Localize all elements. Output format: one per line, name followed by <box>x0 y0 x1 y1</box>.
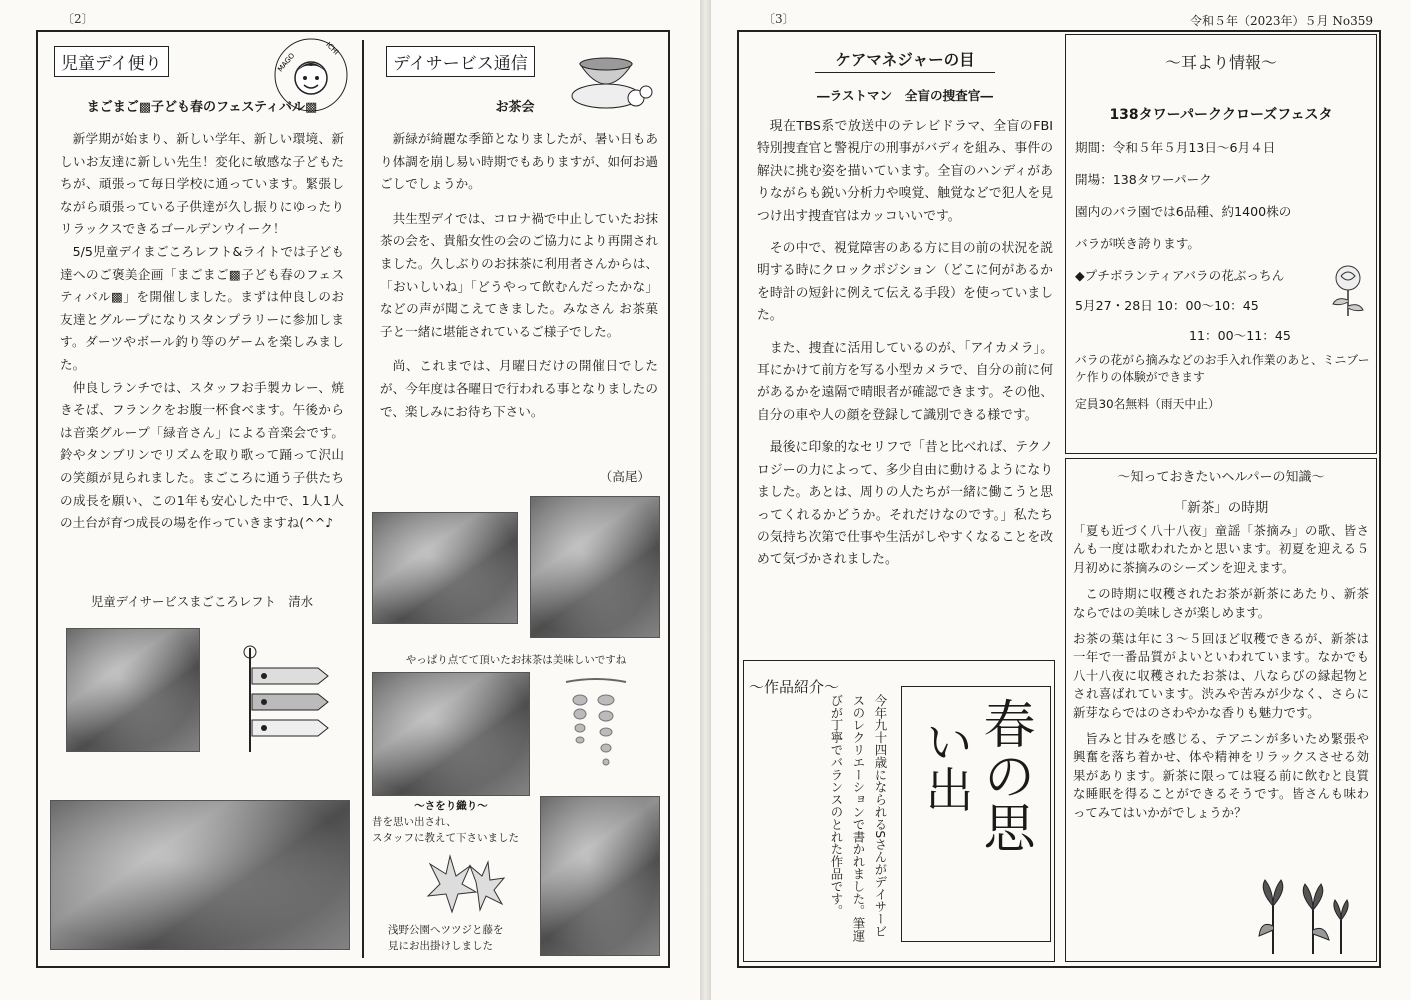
kids-paragraph: 新学期が始まり、新しい学年、新しい環境、新しいお友達に新しい先生！変化に敏感な子どもたちが、頑張って毎日学校に通っています。緊張しながら頑張っている子供達が久し振りにゆったりリラックスできるゴールデンウイーク！ <box>60 131 344 237</box>
park-caption <box>388 922 548 954</box>
helper-paragraph: お茶の葉は年に３～５回ほど収穫できるが、新茶は一年で一番品質がよいといわれています。なかでも八十八夜に収穫されたお茶は、八ならびの縁起物とされ喜ばれています。渋みや苦みが少なく、さらに新芽ならではのさわやかな香りも魅力です。 <box>1073 631 1369 720</box>
helper-body <box>1073 522 1369 822</box>
day-title: デイサービス通信 <box>386 46 535 77</box>
news-rose-2: バラが咲き誇ります。 <box>1075 236 1200 251</box>
helper-paragraph: 旨みと甘みを感じる、テアニンが多いため緊張や興奮を落ち着かせ、体や精神をリラックスさせる効果があります。新茶に限っては寝る前に飲むと良質な睡眠を得ることができるそうです。皆さんも味わってみてはいかがでしょうか？ <box>1073 731 1369 820</box>
tea-caption: やっぱり点てて頂いたお抹茶は美味しいですね <box>405 654 627 666</box>
care-paragraph: その中で、視覚障害のある方に目の前の状況を説明する時にクロックポジション（どこに何があるかを時計の短針に例えて伝える手段）を使っていました。 <box>757 241 1053 324</box>
tea-ceremony-photo-1 <box>372 512 518 624</box>
news-period: 期間：令和５年５月13日～6月４日 <box>1075 140 1276 155</box>
care-paragraph: 最後に印象的なセリフで「昔と比べれば、テクノロジーの力によって、多少自由に動けるようになりました。あとは、周りの人たちが一緒に働こうと思ってくれるかどうか。それだけなのです。」私たちの気持ち次第で仕事や生活がしやすくなることを改めて気づかされました。 <box>757 440 1053 568</box>
care-paragraph: また、捜査に活用しているのが、「アイカメラ」。耳にかけて前方を写る小型カメラで、自分の前に何があるかを遠隔で晴眼者が確認できます。その他、自分の車や人の顔を登録して識別できる様です。 <box>757 340 1053 423</box>
calligraphy-col-1: 春の思 <box>974 697 1034 853</box>
care-body <box>757 116 1053 572</box>
gutter <box>700 0 711 1000</box>
day-paragraph: 新緑が綺麗な季節となりましたが、暑い日もあり体調を崩し易い時期でもありますが、如何お過ごしでしょうか。 <box>380 131 658 192</box>
tea-ceremony-photo-2 <box>530 496 660 638</box>
helper-paragraph: この時期に収穫されたお茶が新茶にあたり、新茶ならではの美味しさが楽しめます。 <box>1073 586 1369 620</box>
news-rose-1: 園内のバラ園では6品種、約1400株の <box>1075 204 1292 219</box>
day-section <box>386 46 535 77</box>
column-divider <box>362 40 364 958</box>
news-time-1: 5月27・28日 10：00～10：45 <box>1075 298 1259 313</box>
care-subtitle: ―ラストマン 全盲の捜査官― <box>817 88 993 103</box>
festival-photo <box>66 628 200 752</box>
news-desc-1: バラの花がら摘みなどのお手入れ作業のあと、ミニブーケ作りの体験ができます <box>1075 353 1370 384</box>
caption-line: 浅野公園へツツジと藤を <box>388 924 504 936</box>
care-title: ケアマネジャーの目 <box>815 48 994 73</box>
day-paragraph: 尚、これまでは、月曜日だけの開催日でしたが、今年度は各曜日で行われる事となりましたので、楽しみにお待ち下さい。 <box>380 358 658 419</box>
kids-paragraph: 仲良しランチでは、スタッフお手製カレー、焼きそば、フランクをお腹一杯食べます。午後からは音楽グループ「緑音さん」による音楽会です。鈴やタンブリンでリズムを取り歌って踊って沢山の笑顔が見られました。まごころに通う子供たちの成長を願い、この1年も安心した中で、1人1人の土台が育つ成長の場を作っていきますね(^^♪ <box>60 379 344 531</box>
helper-paragraph: 「夏も近づく八十八夜」童謡「茶摘み」の歌、皆さんも一度は歌われたかと思います。初夏を迎える５月初めに茶摘みのシーズンを迎えます。 <box>1073 523 1369 575</box>
news-event: 138タワーパーククローズフェスタ <box>1109 107 1333 123</box>
caption-line: 昔を思い出され、 <box>372 816 457 828</box>
kids-body <box>60 128 344 535</box>
kids-credit: 児童デイサービスまごころレフト 清水 <box>90 594 314 609</box>
iris-flower-icon <box>1251 876 1357 956</box>
right-page <box>711 0 1411 1000</box>
helper-title: ～知っておきたいヘルパーの知識～ <box>1117 470 1325 485</box>
caption-line: スタッフに教えて下さいました <box>372 832 519 844</box>
weave-caption <box>372 814 542 846</box>
weaving-photo <box>372 672 530 796</box>
care-section <box>751 48 1059 104</box>
page-number: 〔2〕 <box>62 12 94 26</box>
azalea-icon <box>410 848 510 920</box>
day-body <box>380 128 658 423</box>
day-author: （高尾） <box>599 469 650 484</box>
weave-caption-title: ～さをり織り～ <box>414 800 488 812</box>
news-title: ～耳より情報～ <box>1164 53 1277 72</box>
svg-text:ICHI: ICHI <box>324 40 341 57</box>
music-party-photo <box>50 800 350 950</box>
news-desc-2: 定員30名無料（雨天中止） <box>1075 397 1220 411</box>
wisteria-icon <box>556 676 636 784</box>
koinobori-icon <box>238 642 332 754</box>
issue-header: 令和５年（2023年）５月 No359 <box>1190 14 1373 28</box>
care-paragraph: 現在TBS系で放送中のテレビドラマ、全盲のFBI特別捜査官と警視庁の刑事がバディを組み、事件の解決に挑む姿を描いています。全盲のハンディがありながらも鋭い分析力や嗅覚、触覚などで犯人を見つけ出す捜査官はカッコいいです。 <box>757 119 1053 224</box>
rose-icon <box>1327 262 1369 318</box>
day-headline: お茶会 <box>495 100 535 115</box>
park-photo <box>540 796 660 956</box>
news-volunteer: ◆プチボランティアバラの花ぶっちん <box>1075 268 1285 283</box>
svg-text:MAGO: MAGO <box>276 51 297 74</box>
kids-headline: まごまご▩子ども春のフェスティバル▩ <box>86 100 318 115</box>
works-description: 今年九十四歳になられるSさんがデイサービスのレクリエーションで書かれました。筆運びが丁寧でバランスのとれた作品です。 <box>829 694 888 942</box>
kids-paragraph: 5/5児童デイまごころレフト&ライトでは子ども達へのご褒美企画「まごまご▩子ども春のフェスティバル▩」を開催しました。まずは仲良しのお友達とグループになりスタンプラリーに参加します。ダーツやボール釣り等のゲームを楽しみました。 <box>60 243 344 372</box>
day-paragraph: 共生型デイでは、コロナ禍で中止していたお抹茶の会を、貴船女性の会のご協力により再開されました。久しぶりのお抹茶に利用者さんからは、「おいしいね」「どうやって飲むんだったかな」などの声が聞こえてきました。みなさん お茶菓子と一緒に堪能されているご様子でした。 <box>380 210 658 339</box>
news-venue: 開場：138タワーパーク <box>1075 172 1212 187</box>
works-title: ～作品紹介～ <box>749 678 840 696</box>
kids-title: 児童デイ便り <box>54 46 169 77</box>
news-time-2: 11：00～11：45 <box>1189 328 1291 343</box>
works-description-wrap <box>759 694 891 956</box>
left-page <box>0 0 700 1000</box>
page-number: 〔3〕 <box>763 12 795 26</box>
helper-subtitle: 「新茶」の時期 <box>1173 500 1269 516</box>
caption-line: 見にお出掛けしました <box>388 940 493 952</box>
calligraphy-col-2: い出 <box>917 717 973 813</box>
calligraphy-work <box>901 686 1051 942</box>
